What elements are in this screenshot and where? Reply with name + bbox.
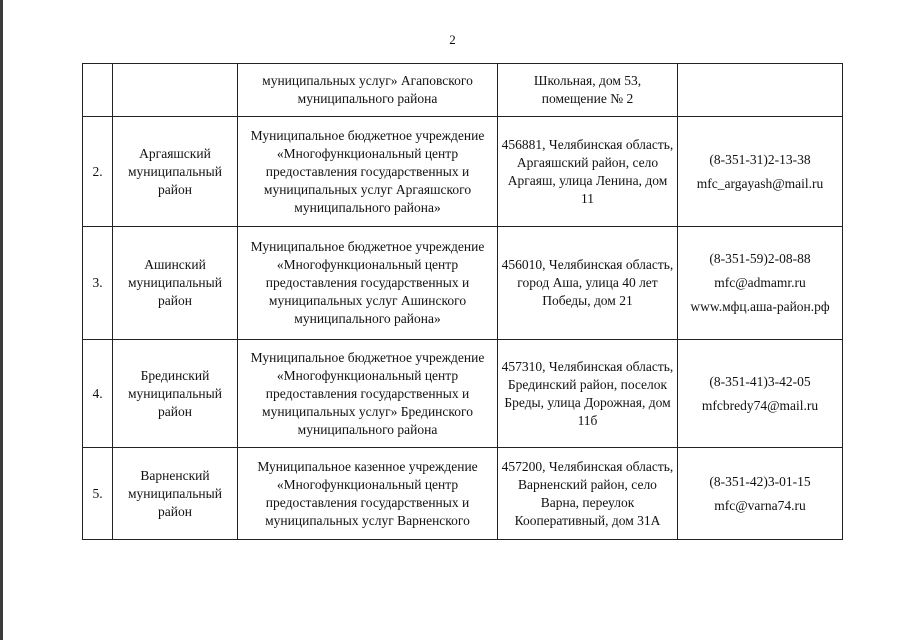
organization-text: Муниципальное бюджетное учреждение «Многофункциональный центр предоставления государственных и муниципальных услуг Аргаяшского муниципального района» xyxy=(250,127,485,215)
phone-number: (8-351-41)3-42-05 xyxy=(709,373,811,389)
district-text: Ашинский муниципальный район xyxy=(128,257,222,308)
address-cell xyxy=(498,117,678,227)
organization-cell xyxy=(238,117,498,227)
phone-number: (8-351-59)2-08-88 xyxy=(709,251,811,266)
mfc-registry-table xyxy=(82,63,843,540)
organization-cell xyxy=(238,448,498,540)
contacts-cell xyxy=(678,448,843,540)
row-number-cell: 2. xyxy=(83,117,113,227)
address-text: 457310, Челябинская область, Брединский район, поселок Бреды, улица Дорожная, дом 11б xyxy=(501,358,674,428)
phone-number: (8-351-31)2-13-38 xyxy=(709,151,811,167)
address-text: 456010, Челябинская область, город Аша, улица 40 лет Победы, дом 21 xyxy=(501,257,674,308)
email-address: mfcbredy74@mail.ru xyxy=(701,397,819,413)
table-row xyxy=(83,340,843,448)
organization-cell xyxy=(238,64,498,117)
email-address: mfc@admamr.ru xyxy=(714,275,806,290)
email-address: mfc_argayash@mail.ru xyxy=(696,175,824,191)
district-text: Варненский муниципальный район xyxy=(128,467,222,519)
district-cell xyxy=(113,117,238,227)
row-number-cell xyxy=(83,64,113,117)
address-text: 457200, Челябинская область, Варненский район, село Варна, переулок Кооперативный, дом 31А xyxy=(501,458,674,528)
table-row xyxy=(83,227,843,340)
contacts-cell xyxy=(678,340,843,448)
district-cell xyxy=(113,64,238,117)
organization-text: Муниципальное бюджетное учреждение «Многофункциональный центр предоставления государственных и муниципальных услуг Ашинского муниципального района» xyxy=(250,239,485,326)
row-number-cell: 5. xyxy=(83,448,113,540)
address-cell xyxy=(498,227,678,340)
address-text: 456881, Челябинская область, Аргаяшский район, село Аргаяш, улица Ленина, дом 11 xyxy=(501,136,674,206)
organization-text: Муниципальное бюджетное учреждение «Многофункциональный центр предоставления государственных и муниципальных услуг» Брединского муниципального района xyxy=(250,349,485,437)
district-text: Аргаяшский муниципальный район xyxy=(128,145,222,197)
district-text: Брединский муниципальный район xyxy=(128,367,222,419)
page-number: 2 xyxy=(449,32,456,47)
contacts-cell xyxy=(678,227,843,340)
address-cell xyxy=(498,64,678,117)
email-address: mfc@varna74.ru xyxy=(714,497,806,513)
row-number-cell: 3. xyxy=(83,227,113,340)
table-row xyxy=(83,64,843,117)
district-cell xyxy=(113,448,238,540)
contacts-cell xyxy=(678,117,843,227)
row-number-cell: 4. xyxy=(83,340,113,448)
organization-text: муниципальных услуг» Агаповского муниципального района xyxy=(262,73,473,106)
address-text: Школьная, дом 53, помещение № 2 xyxy=(533,73,642,106)
phone-number: (8-351-42)3-01-15 xyxy=(709,473,811,489)
table-row xyxy=(83,448,843,540)
organization-cell xyxy=(238,227,498,340)
district-cell xyxy=(113,227,238,340)
website-address: www.мфц.аша-район.рф xyxy=(690,299,830,314)
address-cell xyxy=(498,340,678,448)
organization-cell xyxy=(238,340,498,448)
organization-text: Муниципальное казенное учреждение «Многофункциональный центр предоставления государственных и муниципальных услуг Варненского xyxy=(257,458,478,528)
scan-left-edge xyxy=(0,0,3,640)
district-cell xyxy=(113,340,238,448)
table-row xyxy=(83,117,843,227)
contacts-cell xyxy=(678,64,843,117)
address-cell xyxy=(498,448,678,540)
